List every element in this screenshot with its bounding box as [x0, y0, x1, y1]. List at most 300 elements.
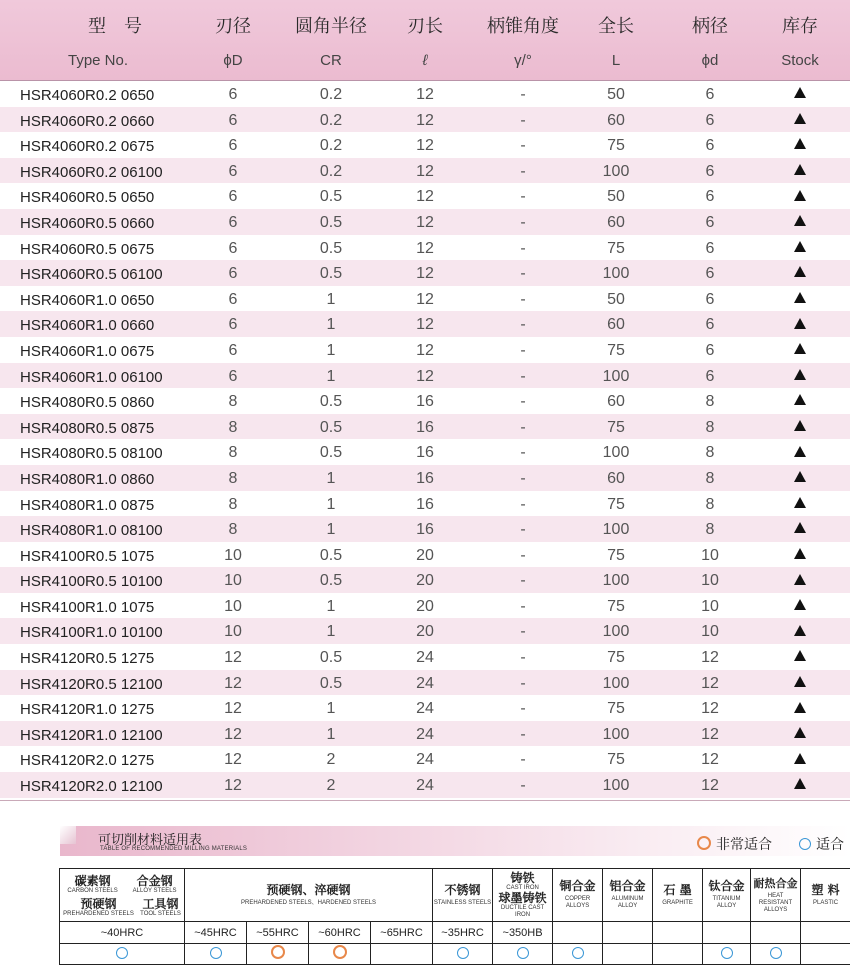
materials-header-row	[60, 869, 850, 922]
diameter-cell: 10	[224, 546, 242, 564]
spec-table-body	[0, 81, 850, 798]
taper-angle-cell: -	[520, 495, 526, 513]
stock-cell	[762, 286, 838, 312]
shank-diameter-cell: 6	[705, 367, 715, 385]
diameter-cell: 6	[228, 213, 238, 231]
corner-radius-cell: 0.5	[319, 213, 343, 231]
table-row	[0, 414, 850, 440]
header-diameter-cn: 刃径	[215, 16, 251, 37]
hrc-cell: ~350HB	[493, 922, 553, 944]
copper-cell	[553, 869, 603, 922]
stock-cell	[762, 363, 838, 389]
alloy-en: ALLOY STEELS	[132, 887, 177, 894]
header-flute-length-en: ℓ	[422, 52, 428, 69]
table-row	[0, 721, 850, 747]
triangle-in-stock-icon	[794, 190, 806, 201]
corner-radius-cell: 1	[326, 316, 336, 334]
suitability-cell	[433, 944, 493, 965]
ductile-en: DUCTILE CAST IRON	[500, 904, 545, 918]
titanium-cell	[703, 869, 751, 922]
diameter-cell: 6	[228, 290, 238, 308]
triangle-in-stock-icon	[794, 113, 806, 124]
graphite-cell	[653, 869, 703, 922]
header-taper-angle-en: γ/°	[514, 52, 532, 69]
taper-angle-cell: -	[520, 597, 526, 615]
stock-cell	[762, 542, 838, 568]
diameter-cell: 6	[228, 367, 238, 385]
orange-circle-icon	[333, 945, 347, 959]
table-row	[0, 772, 850, 798]
flute-length-cell: 12	[416, 162, 434, 180]
taper-angle-cell: -	[520, 521, 526, 539]
blue-circle-icon	[721, 947, 733, 959]
taper-angle-cell: -	[520, 572, 526, 590]
hrc-cell: ~45HRC	[185, 922, 247, 944]
shank-diameter-cell: 6	[705, 316, 715, 334]
stock-cell	[762, 311, 838, 337]
flute-length-cell: 24	[416, 751, 434, 769]
flute-length-cell: 20	[416, 546, 434, 564]
corner-radius-cell: 1	[326, 341, 336, 359]
graphite-en: GRAPHITE	[662, 899, 693, 906]
flute-length-cell: 24	[416, 777, 434, 795]
flute-length-cell: 12	[416, 341, 434, 359]
corner-radius-cell: 0.2	[319, 137, 343, 155]
flute-length-cell: 24	[416, 725, 434, 743]
corner-radius-cell: 0.5	[319, 444, 343, 462]
overall-length-cell: 60	[607, 213, 625, 231]
titanium-en: TITANIUM ALLOY	[712, 896, 741, 909]
overall-length-cell: 100	[602, 265, 630, 283]
hrc-cell	[653, 922, 703, 944]
triangle-in-stock-icon	[794, 215, 806, 226]
blue-circle-icon	[517, 947, 529, 959]
diameter-cell: 6	[228, 162, 238, 180]
tool-cn: 工具钢	[142, 896, 179, 911]
table-row	[0, 158, 850, 184]
stock-cell	[762, 209, 838, 235]
carbon-alloy-cell	[60, 869, 185, 922]
table-header	[0, 0, 850, 81]
suitability-cell	[371, 944, 433, 965]
flute-length-cell: 16	[416, 521, 434, 539]
corner-radius-cell: 0.5	[319, 546, 343, 564]
stock-cell	[762, 132, 838, 158]
copper-en: COPPER ALLOYS	[564, 896, 591, 909]
materials-title-tab	[60, 826, 76, 844]
shank-diameter-cell: 6	[705, 290, 715, 308]
diameter-cell: 8	[228, 521, 238, 539]
model-cell: HSR4060R0.5 06100	[20, 266, 163, 284]
overall-length-cell: 75	[607, 700, 625, 718]
corner-radius-cell: 0.5	[319, 418, 343, 436]
taper-angle-cell: -	[520, 316, 526, 334]
shank-diameter-cell: 6	[705, 265, 715, 283]
suitability-cell	[60, 944, 185, 965]
orange-circle-icon	[697, 836, 711, 850]
diameter-cell: 6	[228, 239, 238, 257]
triangle-in-stock-icon	[794, 778, 806, 789]
taper-angle-cell: -	[520, 623, 526, 641]
table-row	[0, 107, 850, 133]
stock-cell	[762, 388, 838, 414]
stock-cell	[762, 746, 838, 772]
carbon-cn: 碳素钢	[74, 873, 111, 888]
overall-length-cell: 50	[607, 188, 625, 206]
header-corner-radius-en: CR	[320, 52, 342, 69]
diameter-cell: 6	[228, 111, 238, 129]
model-cell: HSR4100R1.0 10100	[20, 624, 163, 642]
shank-diameter-cell: 12	[701, 777, 719, 795]
model-cell: HSR4080R1.0 0875	[20, 496, 155, 514]
heat-cn: 耐热合金	[753, 876, 798, 890]
table-row	[0, 670, 850, 696]
corner-radius-cell: 0.5	[319, 572, 343, 590]
stock-cell	[762, 260, 838, 286]
taper-angle-cell: -	[520, 341, 526, 359]
diameter-cell: 8	[228, 444, 238, 462]
triangle-in-stock-icon	[794, 292, 806, 303]
shank-diameter-cell: 6	[705, 213, 715, 231]
triangle-in-stock-icon	[794, 318, 806, 329]
taper-angle-cell: -	[520, 86, 526, 103]
table-row	[0, 593, 850, 619]
model-cell: HSR4060R1.0 0675	[20, 342, 155, 360]
stock-cell	[762, 721, 838, 747]
triangle-in-stock-icon	[794, 266, 806, 277]
model-cell: HSR4080R0.5 08100	[20, 445, 163, 463]
castiron-cell	[493, 869, 553, 922]
model-cell: HSR4100R0.5 1075	[20, 547, 155, 565]
header-corner-radius-cn: 圆角半径	[295, 16, 367, 37]
hrc-cell	[703, 922, 751, 944]
stock-cell	[762, 337, 838, 363]
corner-radius-cell: 1	[326, 469, 336, 487]
hardened-cell	[185, 869, 433, 922]
diameter-cell: 10	[224, 597, 242, 615]
overall-length-cell: 60	[607, 469, 625, 487]
table-row	[0, 183, 850, 209]
model-cell: HSR4060R0.2 0650	[20, 87, 155, 104]
stock-cell	[762, 670, 838, 696]
overall-length-cell: 100	[602, 444, 630, 462]
stock-cell	[762, 695, 838, 721]
model-cell: HSR4060R0.2 0675	[20, 138, 155, 156]
overall-length-cell: 100	[602, 674, 630, 692]
carbon-en: CARBON STEELS	[67, 887, 118, 894]
triangle-in-stock-icon	[794, 87, 806, 98]
shank-diameter-cell: 6	[705, 239, 715, 257]
triangle-in-stock-icon	[794, 164, 806, 175]
stainless-cell	[433, 869, 493, 922]
model-cell: HSR4120R0.5 12100	[20, 675, 163, 693]
stock-cell	[762, 158, 838, 184]
stainless-cn: 不锈钢	[444, 882, 481, 897]
overall-length-cell: 75	[607, 418, 625, 436]
overall-length-cell: 100	[602, 521, 630, 539]
overall-length-cell: 100	[602, 777, 630, 795]
suitability-cell	[247, 944, 309, 965]
tool-en: TOOL STEELS	[140, 910, 181, 917]
triangle-in-stock-icon	[794, 446, 806, 457]
stock-cell	[762, 772, 838, 798]
shank-diameter-cell: 6	[705, 111, 715, 129]
taper-angle-cell: -	[520, 444, 526, 462]
diameter-cell: 12	[224, 649, 242, 667]
table-row	[0, 286, 850, 312]
table-row	[0, 311, 850, 337]
shank-diameter-cell: 8	[705, 444, 715, 462]
corner-radius-cell: 0.5	[319, 674, 343, 692]
table-row	[0, 695, 850, 721]
model-cell: HSR4120R0.5 1275	[20, 650, 155, 668]
hrc-cell: ~35HRC	[433, 922, 493, 944]
taper-angle-cell: -	[520, 649, 526, 667]
shank-diameter-cell: 10	[701, 572, 719, 590]
suitability-cell	[751, 944, 801, 965]
overall-length-cell: 100	[602, 572, 630, 590]
model-cell: HSR4080R0.5 0860	[20, 394, 155, 412]
blue-circle-icon	[457, 947, 469, 959]
corner-radius-cell: 1	[326, 623, 336, 641]
flute-length-cell: 16	[416, 495, 434, 513]
model-cell: HSR4120R2.0 1275	[20, 752, 155, 770]
hrc-cell: ~40HRC	[60, 922, 185, 944]
plastic-en: PLASTIC	[813, 899, 839, 906]
stock-cell	[762, 439, 838, 465]
overall-length-cell: 100	[602, 725, 630, 743]
diameter-cell: 8	[228, 418, 238, 436]
table-row	[0, 235, 850, 261]
taper-angle-cell: -	[520, 674, 526, 692]
aluminum-cn: 铝合金	[609, 879, 646, 893]
shank-diameter-cell: 6	[705, 188, 715, 206]
header-stock-en: Stock	[781, 52, 819, 69]
table-row	[0, 746, 850, 772]
overall-length-cell: 100	[602, 623, 630, 641]
shank-diameter-cell: 8	[705, 418, 715, 436]
shank-diameter-cell: 8	[705, 495, 715, 513]
suitability-cell	[185, 944, 247, 965]
materials-title: 可切削材料适用表	[98, 833, 203, 848]
stock-cell	[762, 235, 838, 261]
table-row	[0, 491, 850, 517]
flute-length-cell: 24	[416, 700, 434, 718]
blue-circle-icon	[572, 947, 584, 959]
titanium-cn: 钛合金	[708, 879, 745, 893]
taper-angle-cell: -	[520, 162, 526, 180]
taper-angle-cell: -	[520, 725, 526, 743]
flute-length-cell: 16	[416, 418, 434, 436]
shank-diameter-cell: 8	[705, 393, 715, 411]
overall-length-cell: 50	[607, 290, 625, 308]
stock-cell	[762, 567, 838, 593]
stainless-en: STAINLESS STEELS	[433, 899, 492, 906]
shank-diameter-cell: 6	[705, 137, 715, 155]
taper-angle-cell: -	[520, 700, 526, 718]
aluminum-cell	[603, 869, 653, 922]
model-cell: HSR4060R0.5 0650	[20, 189, 155, 207]
hrc-cell: ~60HRC	[309, 922, 371, 944]
table-row	[0, 567, 850, 593]
model-cell: HSR4060R1.0 06100	[20, 368, 163, 386]
overall-length-cell: 100	[602, 367, 630, 385]
stock-cell	[762, 618, 838, 644]
stock-cell	[762, 465, 838, 491]
overall-length-cell: 60	[607, 393, 625, 411]
header-shank-diameter-en: ϕd	[701, 52, 719, 69]
flute-length-cell: 12	[416, 188, 434, 206]
taper-angle-cell: -	[520, 111, 526, 129]
prehard-cn: 预硬钢	[80, 896, 117, 911]
corner-radius-cell: 0.5	[319, 239, 343, 257]
header-taper-angle-cn: 柄锥角度	[487, 16, 559, 37]
model-cell: HSR4060R0.2 0660	[20, 112, 155, 130]
model-cell: HSR4060R0.2 06100	[20, 163, 163, 181]
table-row	[0, 542, 850, 568]
suitability-cell	[653, 944, 703, 965]
suitability-cell	[801, 944, 850, 965]
shank-diameter-cell: 12	[701, 700, 719, 718]
suitability-cell	[553, 944, 603, 965]
triangle-in-stock-icon	[794, 650, 806, 661]
corner-radius-cell: 0.2	[319, 162, 343, 180]
header-type-no-cn: 型 号	[88, 16, 142, 37]
triangle-in-stock-icon	[794, 676, 806, 687]
legend-very-label: 非常适合	[716, 837, 772, 853]
triangle-in-stock-icon	[794, 138, 806, 149]
overall-length-cell: 75	[607, 341, 625, 359]
diameter-cell: 8	[228, 393, 238, 411]
header-shank-diameter-cn: 柄径	[692, 16, 728, 37]
shank-diameter-cell: 10	[701, 546, 719, 564]
model-cell: HSR4080R0.5 0875	[20, 419, 155, 437]
triangle-in-stock-icon	[794, 471, 806, 482]
model-cell: HSR4120R2.0 12100	[20, 778, 163, 796]
shank-diameter-cell: 10	[701, 597, 719, 615]
flute-length-cell: 16	[416, 393, 434, 411]
taper-angle-cell: -	[520, 265, 526, 283]
taper-angle-cell: -	[520, 546, 526, 564]
overall-length-cell: 75	[607, 751, 625, 769]
taper-angle-cell: -	[520, 239, 526, 257]
triangle-in-stock-icon	[794, 343, 806, 354]
hardened-en: PREHARDENED STEELS、HARDENED STEELS	[241, 899, 377, 906]
flute-length-cell: 12	[416, 111, 434, 129]
corner-radius-cell: 0.5	[319, 649, 343, 667]
taper-angle-cell: -	[520, 367, 526, 385]
table-row	[0, 465, 850, 491]
model-cell: HSR4060R1.0 0650	[20, 291, 155, 309]
header-flute-length-cn: 刃长	[407, 16, 443, 37]
table-row	[0, 516, 850, 542]
suitability-cell	[493, 944, 553, 965]
overall-length-cell: 75	[607, 597, 625, 615]
corner-radius-cell: 0.5	[319, 393, 343, 411]
stock-cell	[762, 491, 838, 517]
shank-diameter-cell: 10	[701, 623, 719, 641]
materials-subtitle: TABLE OF RECOMMENDED MILLING MATERIALS	[100, 846, 248, 852]
shank-diameter-cell: 8	[705, 521, 715, 539]
flute-length-cell: 20	[416, 572, 434, 590]
triangle-in-stock-icon	[794, 420, 806, 431]
corner-radius-cell: 1	[326, 367, 336, 385]
shank-diameter-cell: 12	[701, 725, 719, 743]
triangle-in-stock-icon	[794, 599, 806, 610]
taper-angle-cell: -	[520, 213, 526, 231]
diameter-cell: 12	[224, 674, 242, 692]
diameter-cell: 6	[228, 137, 238, 155]
materials-suitability-row	[60, 944, 850, 965]
diameter-cell: 6	[228, 316, 238, 334]
triangle-in-stock-icon	[794, 241, 806, 252]
flute-length-cell: 12	[416, 316, 434, 334]
triangle-in-stock-icon	[794, 625, 806, 636]
flute-length-cell: 24	[416, 649, 434, 667]
hrc-cell	[751, 922, 801, 944]
plastic-cn: 塑 料	[811, 882, 840, 897]
table-row	[0, 132, 850, 158]
corner-radius-cell: 1	[326, 725, 336, 743]
flute-length-cell: 12	[416, 213, 434, 231]
diameter-cell: 10	[224, 623, 242, 641]
shank-diameter-cell: 12	[701, 649, 719, 667]
corner-radius-cell: 1	[326, 700, 336, 718]
triangle-in-stock-icon	[794, 727, 806, 738]
overall-length-cell: 75	[607, 649, 625, 667]
overall-length-cell: 100	[602, 162, 630, 180]
model-cell: HSR4060R0.5 0675	[20, 240, 155, 258]
flute-length-cell: 12	[416, 265, 434, 283]
heat-cell	[751, 869, 801, 922]
flute-length-cell: 12	[416, 86, 434, 103]
hrc-cell: ~55HRC	[247, 922, 309, 944]
overall-length-cell: 75	[607, 495, 625, 513]
stock-cell	[762, 414, 838, 440]
table-row	[0, 439, 850, 465]
model-cell: HSR4060R0.5 0660	[20, 214, 155, 232]
castiron-en: CAST IRON	[506, 884, 539, 891]
flute-length-cell: 24	[416, 674, 434, 692]
hrc-cell	[801, 922, 850, 944]
suitability-cell	[309, 944, 371, 965]
diameter-cell: 8	[228, 469, 238, 487]
overall-length-cell: 50	[607, 86, 625, 103]
corner-radius-cell: 0.5	[319, 265, 343, 283]
model-cell: HSR4100R1.0 1075	[20, 598, 155, 616]
model-cell: HSR4120R1.0 12100	[20, 726, 163, 744]
table-row	[0, 337, 850, 363]
blue-circle-icon	[116, 947, 128, 959]
flute-length-cell: 16	[416, 469, 434, 487]
model-cell: HSR4120R1.0 1275	[20, 701, 155, 719]
shank-diameter-cell: 8	[705, 469, 715, 487]
taper-angle-cell: -	[520, 469, 526, 487]
heat-en: HEAT RESISTANT ALLOYS	[758, 892, 793, 913]
corner-radius-cell: 0.2	[319, 86, 343, 103]
triangle-in-stock-icon	[794, 394, 806, 405]
corner-radius-cell: 0.2	[319, 111, 343, 129]
stock-cell	[762, 107, 838, 133]
shank-diameter-cell: 6	[705, 162, 715, 180]
shank-diameter-cell: 12	[701, 674, 719, 692]
model-cell: HSR4060R1.0 0660	[20, 317, 155, 335]
taper-angle-cell: -	[520, 188, 526, 206]
suitability-cell	[603, 944, 653, 965]
table-row	[0, 644, 850, 670]
header-overall-length-en: L	[611, 52, 621, 69]
flute-length-cell: 20	[416, 597, 434, 615]
